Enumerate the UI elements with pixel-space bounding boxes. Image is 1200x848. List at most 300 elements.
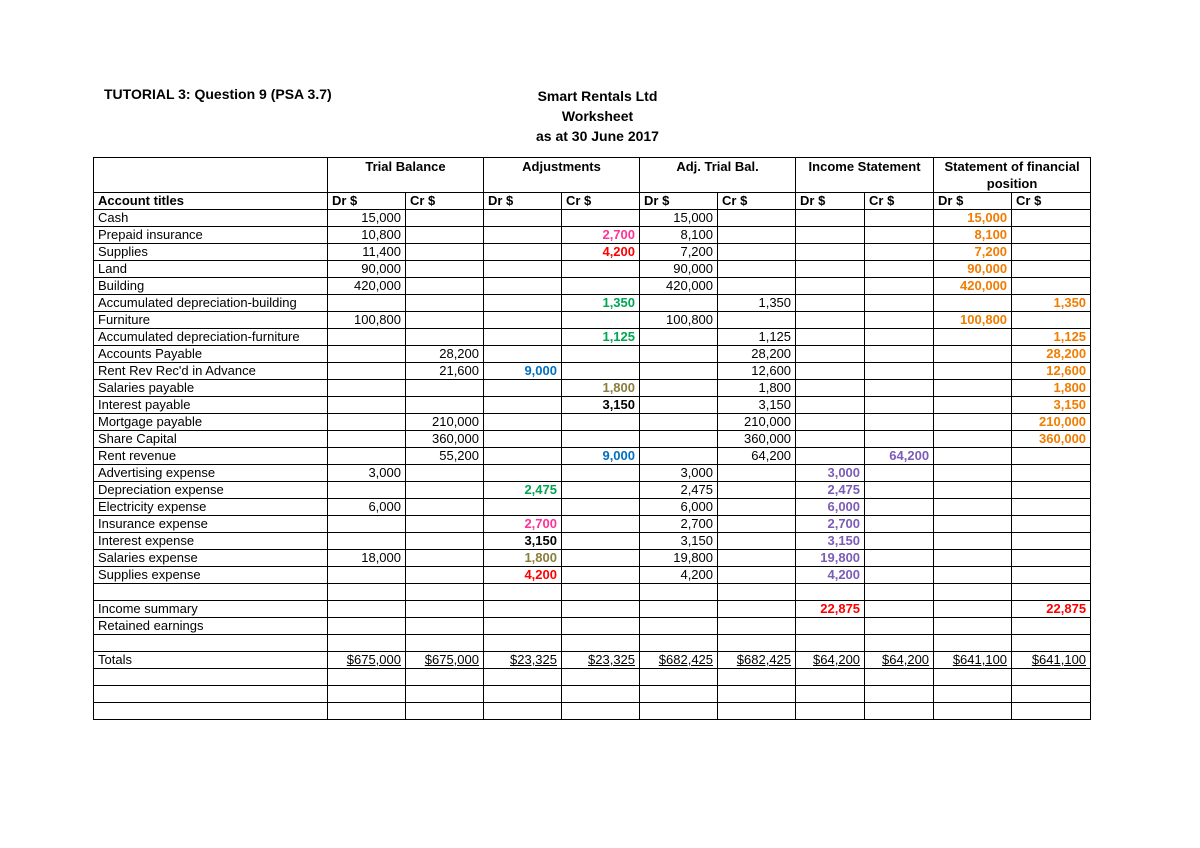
amount-cell-is-cr (865, 618, 934, 635)
amount-cell-sfp-dr (934, 601, 1012, 618)
amount-cell-sfp-dr (934, 703, 1012, 720)
amount-cell-atb-dr: 19,800 (640, 550, 718, 567)
amount-cell-atb-cr (718, 499, 796, 516)
table-row (94, 312, 1091, 329)
totals-row (94, 652, 1091, 669)
amount-cell-is-dr: 19,800 (796, 550, 865, 567)
amount-cell-atb-cr (718, 618, 796, 635)
amount-cell-sfp-cr (1012, 550, 1091, 567)
table-row (94, 499, 1091, 516)
amount-cell-atb-cr: $682,425 (718, 652, 796, 669)
amount-cell-tb-dr (328, 601, 406, 618)
amount-cell-sfp-cr (1012, 516, 1091, 533)
amount-cell-sfp-dr (934, 499, 1012, 516)
amount-cell-sfp-cr: 22,875 (1012, 601, 1091, 618)
amount-cell-tb-dr (328, 346, 406, 363)
amount-cell-tb-dr (328, 516, 406, 533)
amount-cell-is-cr (865, 465, 934, 482)
amount-cell-sfp-cr: 12,600 (1012, 363, 1091, 380)
amount-cell-tb-cr (406, 244, 484, 261)
amount-cell-is-cr (865, 703, 934, 720)
amount-cell-adj-cr (562, 278, 640, 295)
account-title-cell: Totals (94, 652, 328, 669)
amount-cell-tb-cr (406, 499, 484, 516)
group-adj-trial-balance: Adj. Trial Bal. (640, 158, 796, 193)
amount-cell-sfp-cr (1012, 635, 1091, 652)
amount-cell-is-dr: 4,200 (796, 567, 865, 584)
amount-cell-is-dr (796, 210, 865, 227)
amount-cell-tb-dr: 90,000 (328, 261, 406, 278)
amount-cell-tb-dr: 10,800 (328, 227, 406, 244)
amount-cell-atb-cr (718, 278, 796, 295)
amount-cell-tb-cr (406, 380, 484, 397)
account-title-cell: Rent Rev Rec'd in Advance (94, 363, 328, 380)
company-header (450, 86, 745, 146)
group-header-row (94, 158, 1091, 193)
amount-cell-adj-dr (484, 465, 562, 482)
account-title-cell: Rent revenue (94, 448, 328, 465)
account-title-cell: Cash (94, 210, 328, 227)
amount-cell-adj-cr: 4,200 (562, 244, 640, 261)
amount-cell-sfp-dr (934, 448, 1012, 465)
amount-cell-atb-dr (640, 363, 718, 380)
amount-cell-adj-dr (484, 210, 562, 227)
amount-cell-atb-dr (640, 686, 718, 703)
amount-cell-is-dr: 3,000 (796, 465, 865, 482)
account-title-cell: Mortgage payable (94, 414, 328, 431)
amount-cell-sfp-cr (1012, 227, 1091, 244)
amount-cell-tb-dr: 15,000 (328, 210, 406, 227)
group-income-statement: Income Statement (796, 158, 934, 193)
amount-cell-adj-cr (562, 363, 640, 380)
amount-cell-sfp-dr: 100,800 (934, 312, 1012, 329)
amount-cell-is-dr: 6,000 (796, 499, 865, 516)
blank-header-cell (94, 158, 328, 193)
amount-cell-adj-dr (484, 312, 562, 329)
dr-header: Dr $ (796, 193, 865, 210)
amount-cell-adj-cr (562, 346, 640, 363)
amount-cell-sfp-dr (934, 380, 1012, 397)
amount-cell-tb-cr (406, 533, 484, 550)
dr-header: Dr $ (328, 193, 406, 210)
amount-cell-adj-cr: 9,000 (562, 448, 640, 465)
amount-cell-tb-cr (406, 295, 484, 312)
amount-cell-adj-dr: 2,700 (484, 516, 562, 533)
amount-cell-is-dr: $64,200 (796, 652, 865, 669)
amount-cell-is-cr (865, 431, 934, 448)
amount-cell-atb-cr (718, 601, 796, 618)
amount-cell-adj-dr (484, 448, 562, 465)
amount-cell-tb-cr (406, 312, 484, 329)
amount-cell-atb-dr: 2,700 (640, 516, 718, 533)
amount-cell-atb-dr: 90,000 (640, 261, 718, 278)
amount-cell-tb-cr (406, 618, 484, 635)
amount-cell-tb-dr (328, 295, 406, 312)
amount-cell-sfp-dr (934, 295, 1012, 312)
amount-cell-atb-dr (640, 295, 718, 312)
amount-cell-atb-dr: 3,150 (640, 533, 718, 550)
amount-cell-is-dr (796, 618, 865, 635)
amount-cell-adj-cr: $23,325 (562, 652, 640, 669)
amount-cell-is-cr (865, 567, 934, 584)
amount-cell-sfp-cr: 210,000 (1012, 414, 1091, 431)
amount-cell-atb-dr (640, 618, 718, 635)
account-title-cell: Advertising expense (94, 465, 328, 482)
amount-cell-atb-dr: 15,000 (640, 210, 718, 227)
amount-cell-is-dr (796, 703, 865, 720)
table-row (94, 346, 1091, 363)
account-title-cell: Interest expense (94, 533, 328, 550)
amount-cell-atb-cr (718, 584, 796, 601)
amount-cell-tb-dr (328, 635, 406, 652)
amount-cell-adj-dr: 9,000 (484, 363, 562, 380)
amount-cell-adj-dr (484, 261, 562, 278)
amount-cell-adj-cr (562, 703, 640, 720)
amount-cell-tb-dr: 18,000 (328, 550, 406, 567)
amount-cell-atb-cr (718, 244, 796, 261)
amount-cell-adj-dr (484, 244, 562, 261)
amount-cell-is-cr (865, 414, 934, 431)
table-row (94, 533, 1091, 550)
amount-cell-atb-cr: 360,000 (718, 431, 796, 448)
amount-cell-atb-cr: 210,000 (718, 414, 796, 431)
amount-cell-is-dr (796, 414, 865, 431)
cr-header: Cr $ (562, 193, 640, 210)
table-row (94, 431, 1091, 448)
amount-cell-adj-cr: 1,350 (562, 295, 640, 312)
account-title-cell: Salaries payable (94, 380, 328, 397)
amount-cell-tb-cr (406, 669, 484, 686)
amount-cell-atb-dr (640, 346, 718, 363)
amount-cell-tb-cr: 55,200 (406, 448, 484, 465)
account-title-cell: Accumulated depreciation-building (94, 295, 328, 312)
amount-cell-is-cr (865, 295, 934, 312)
amount-cell-sfp-dr (934, 363, 1012, 380)
amount-cell-tb-dr (328, 703, 406, 720)
amount-cell-adj-cr (562, 669, 640, 686)
amount-cell-adj-cr (562, 499, 640, 516)
amount-cell-sfp-cr (1012, 261, 1091, 278)
amount-cell-sfp-dr (934, 584, 1012, 601)
table-row (94, 261, 1091, 278)
amount-cell-is-dr (796, 312, 865, 329)
account-title-cell (94, 635, 328, 652)
blank-row (94, 584, 1091, 601)
amount-cell-is-cr (865, 363, 934, 380)
amount-cell-is-dr: 3,150 (796, 533, 865, 550)
amount-cell-atb-dr: 2,475 (640, 482, 718, 499)
amount-cell-adj-dr: 3,150 (484, 533, 562, 550)
worksheet-table (93, 157, 1091, 720)
amount-cell-atb-dr: 100,800 (640, 312, 718, 329)
amount-cell-sfp-cr (1012, 482, 1091, 499)
account-title-cell: Accumulated depreciation-furniture (94, 329, 328, 346)
amount-cell-is-dr (796, 346, 865, 363)
amount-cell-is-dr (796, 397, 865, 414)
amount-cell-tb-cr: $675,000 (406, 652, 484, 669)
table-row (94, 363, 1091, 380)
amount-cell-sfp-cr (1012, 499, 1091, 516)
amount-cell-atb-dr (640, 397, 718, 414)
amount-cell-adj-dr (484, 380, 562, 397)
amount-cell-adj-cr (562, 567, 640, 584)
amount-cell-sfp-dr (934, 533, 1012, 550)
amount-cell-sfp-dr: 90,000 (934, 261, 1012, 278)
account-title-cell: Supplies expense (94, 567, 328, 584)
amount-cell-adj-cr (562, 601, 640, 618)
amount-cell-sfp-dr: $641,100 (934, 652, 1012, 669)
amount-cell-is-dr (796, 431, 865, 448)
account-title-cell: Salaries expense (94, 550, 328, 567)
amount-cell-is-cr (865, 278, 934, 295)
amount-cell-tb-cr (406, 635, 484, 652)
amount-cell-sfp-dr: 420,000 (934, 278, 1012, 295)
table-row (94, 618, 1091, 635)
amount-cell-is-cr (865, 584, 934, 601)
table-row (94, 329, 1091, 346)
amount-cell-is-cr: $64,200 (865, 652, 934, 669)
amount-cell-tb-dr (328, 584, 406, 601)
amount-cell-tb-cr (406, 210, 484, 227)
amount-cell-adj-cr (562, 618, 640, 635)
amount-cell-atb-cr: 12,600 (718, 363, 796, 380)
account-title-cell: Interest payable (94, 397, 328, 414)
amount-cell-tb-cr (406, 601, 484, 618)
group-adjustments: Adjustments (484, 158, 640, 193)
amount-cell-tb-dr: 100,800 (328, 312, 406, 329)
dr-header: Dr $ (640, 193, 718, 210)
amount-cell-is-dr (796, 278, 865, 295)
statement-date: as at 30 June 2017 (536, 128, 659, 144)
amount-cell-atb-cr: 1,800 (718, 380, 796, 397)
amount-cell-atb-cr: 64,200 (718, 448, 796, 465)
amount-cell-adj-cr: 2,700 (562, 227, 640, 244)
amount-cell-atb-cr (718, 635, 796, 652)
amount-cell-is-dr (796, 448, 865, 465)
amount-cell-sfp-dr (934, 567, 1012, 584)
amount-cell-sfp-cr: $641,100 (1012, 652, 1091, 669)
amount-cell-atb-cr (718, 210, 796, 227)
amount-cell-tb-dr (328, 363, 406, 380)
amount-cell-atb-cr (718, 533, 796, 550)
amount-cell-tb-cr (406, 329, 484, 346)
amount-cell-is-dr (796, 686, 865, 703)
tutorial-title: TUTORIAL 3: Question 9 (PSA 3.7) (104, 86, 332, 102)
amount-cell-adj-dr (484, 346, 562, 363)
amount-cell-atb-cr (718, 686, 796, 703)
amount-cell-adj-dr (484, 431, 562, 448)
amount-cell-is-dr (796, 584, 865, 601)
amount-cell-sfp-cr (1012, 686, 1091, 703)
amount-cell-tb-dr: 420,000 (328, 278, 406, 295)
amount-cell-sfp-cr: 360,000 (1012, 431, 1091, 448)
amount-cell-atb-dr: 3,000 (640, 465, 718, 482)
amount-cell-sfp-dr (934, 550, 1012, 567)
amount-cell-sfp-cr: 1,350 (1012, 295, 1091, 312)
amount-cell-atb-dr: 4,200 (640, 567, 718, 584)
blank-row (94, 635, 1091, 652)
account-title-cell: Electricity expense (94, 499, 328, 516)
amount-cell-atb-cr: 28,200 (718, 346, 796, 363)
amount-cell-is-dr (796, 669, 865, 686)
amount-cell-atb-cr (718, 465, 796, 482)
amount-cell-sfp-dr (934, 414, 1012, 431)
amount-cell-tb-dr: 3,000 (328, 465, 406, 482)
amount-cell-is-cr (865, 227, 934, 244)
amount-cell-tb-cr (406, 482, 484, 499)
account-title-cell: Furniture (94, 312, 328, 329)
amount-cell-is-dr: 22,875 (796, 601, 865, 618)
amount-cell-sfp-cr (1012, 567, 1091, 584)
amount-cell-is-cr (865, 686, 934, 703)
table-row (94, 465, 1091, 482)
amount-cell-adj-dr: 4,200 (484, 567, 562, 584)
amount-cell-tb-dr (328, 414, 406, 431)
amount-cell-tb-dr (328, 397, 406, 414)
table-row (94, 295, 1091, 312)
amount-cell-sfp-cr (1012, 584, 1091, 601)
amount-cell-sfp-cr (1012, 618, 1091, 635)
amount-cell-atb-cr (718, 567, 796, 584)
blank-row (94, 703, 1091, 720)
amount-cell-sfp-dr (934, 329, 1012, 346)
blank-row (94, 669, 1091, 686)
amount-cell-sfp-dr (934, 516, 1012, 533)
amount-cell-atb-cr (718, 703, 796, 720)
amount-cell-is-dr: 2,700 (796, 516, 865, 533)
amount-cell-tb-cr (406, 550, 484, 567)
amount-cell-sfp-dr: 15,000 (934, 210, 1012, 227)
account-titles-header: Account titles (94, 193, 328, 210)
amount-cell-adj-cr (562, 210, 640, 227)
amount-cell-adj-dr: $23,325 (484, 652, 562, 669)
amount-cell-is-cr (865, 380, 934, 397)
amount-cell-tb-dr: 6,000 (328, 499, 406, 516)
amount-cell-sfp-cr (1012, 533, 1091, 550)
amount-cell-atb-cr (718, 227, 796, 244)
table-row (94, 601, 1091, 618)
amount-cell-adj-dr (484, 703, 562, 720)
amount-cell-tb-dr: $675,000 (328, 652, 406, 669)
amount-cell-tb-cr: 210,000 (406, 414, 484, 431)
amount-cell-sfp-dr (934, 635, 1012, 652)
account-title-cell (94, 686, 328, 703)
amount-cell-tb-dr (328, 686, 406, 703)
table-row (94, 210, 1091, 227)
amount-cell-sfp-cr: 28,200 (1012, 346, 1091, 363)
amount-cell-sfp-cr: 3,150 (1012, 397, 1091, 414)
amount-cell-atb-dr (640, 431, 718, 448)
amount-cell-tb-dr (328, 482, 406, 499)
amount-cell-is-dr (796, 329, 865, 346)
amount-cell-is-cr (865, 346, 934, 363)
amount-cell-is-cr (865, 533, 934, 550)
account-title-cell: Depreciation expense (94, 482, 328, 499)
amount-cell-tb-cr (406, 278, 484, 295)
amount-cell-sfp-dr (934, 482, 1012, 499)
amount-cell-adj-cr (562, 516, 640, 533)
amount-cell-tb-dr (328, 380, 406, 397)
amount-cell-adj-cr (562, 414, 640, 431)
amount-cell-tb-dr (328, 329, 406, 346)
amount-cell-tb-cr (406, 567, 484, 584)
amount-cell-sfp-dr (934, 397, 1012, 414)
table-row (94, 380, 1091, 397)
account-title-cell: Retained earnings (94, 618, 328, 635)
amount-cell-adj-dr: 2,475 (484, 482, 562, 499)
amount-cell-sfp-dr: 7,200 (934, 244, 1012, 261)
amount-cell-adj-cr: 1,800 (562, 380, 640, 397)
amount-cell-tb-dr: 11,400 (328, 244, 406, 261)
amount-cell-adj-dr (484, 601, 562, 618)
amount-cell-sfp-cr (1012, 312, 1091, 329)
amount-cell-is-dr (796, 363, 865, 380)
amount-cell-atb-dr (640, 329, 718, 346)
table-row (94, 278, 1091, 295)
amount-cell-atb-dr (640, 448, 718, 465)
amount-cell-tb-dr (328, 669, 406, 686)
amount-cell-is-dr (796, 261, 865, 278)
account-title-cell: Supplies (94, 244, 328, 261)
amount-cell-tb-cr (406, 516, 484, 533)
amount-cell-is-cr (865, 669, 934, 686)
amount-cell-atb-cr (718, 312, 796, 329)
amount-cell-sfp-cr (1012, 210, 1091, 227)
document-title: Worksheet (561, 108, 634, 124)
amount-cell-adj-cr (562, 465, 640, 482)
amount-cell-adj-dr (484, 584, 562, 601)
amount-cell-is-cr (865, 550, 934, 567)
amount-cell-adj-dr (484, 414, 562, 431)
amount-cell-atb-dr (640, 414, 718, 431)
amount-cell-atb-dr (640, 584, 718, 601)
amount-cell-sfp-dr (934, 618, 1012, 635)
table-row (94, 244, 1091, 261)
amount-cell-adj-cr (562, 261, 640, 278)
group-financial-position: Statement of financial position (934, 158, 1091, 193)
amount-cell-is-cr (865, 635, 934, 652)
amount-cell-is-dr (796, 635, 865, 652)
amount-cell-adj-cr: 1,125 (562, 329, 640, 346)
amount-cell-tb-cr (406, 584, 484, 601)
amount-cell-sfp-dr (934, 669, 1012, 686)
amount-cell-adj-dr (484, 635, 562, 652)
amount-cell-atb-cr: 3,150 (718, 397, 796, 414)
amount-cell-adj-dr (484, 686, 562, 703)
amount-cell-tb-cr (406, 465, 484, 482)
amount-cell-is-cr (865, 244, 934, 261)
amount-cell-sfp-cr (1012, 448, 1091, 465)
amount-cell-is-dr (796, 227, 865, 244)
amount-cell-adj-dr (484, 278, 562, 295)
table-row (94, 567, 1091, 584)
amount-cell-adj-dr (484, 397, 562, 414)
amount-cell-tb-dr (328, 618, 406, 635)
amount-cell-tb-cr: 21,600 (406, 363, 484, 380)
account-title-cell: Income summary (94, 601, 328, 618)
amount-cell-is-cr (865, 397, 934, 414)
cr-header: Cr $ (1012, 193, 1091, 210)
amount-cell-adj-cr: 3,150 (562, 397, 640, 414)
amount-cell-is-cr (865, 499, 934, 516)
table-row (94, 397, 1091, 414)
amount-cell-atb-cr (718, 261, 796, 278)
table-row (94, 482, 1091, 499)
amount-cell-atb-dr (640, 380, 718, 397)
company-name: Smart Rentals Ltd (537, 88, 658, 104)
amount-cell-atb-dr: 8,100 (640, 227, 718, 244)
amount-cell-tb-cr (406, 703, 484, 720)
